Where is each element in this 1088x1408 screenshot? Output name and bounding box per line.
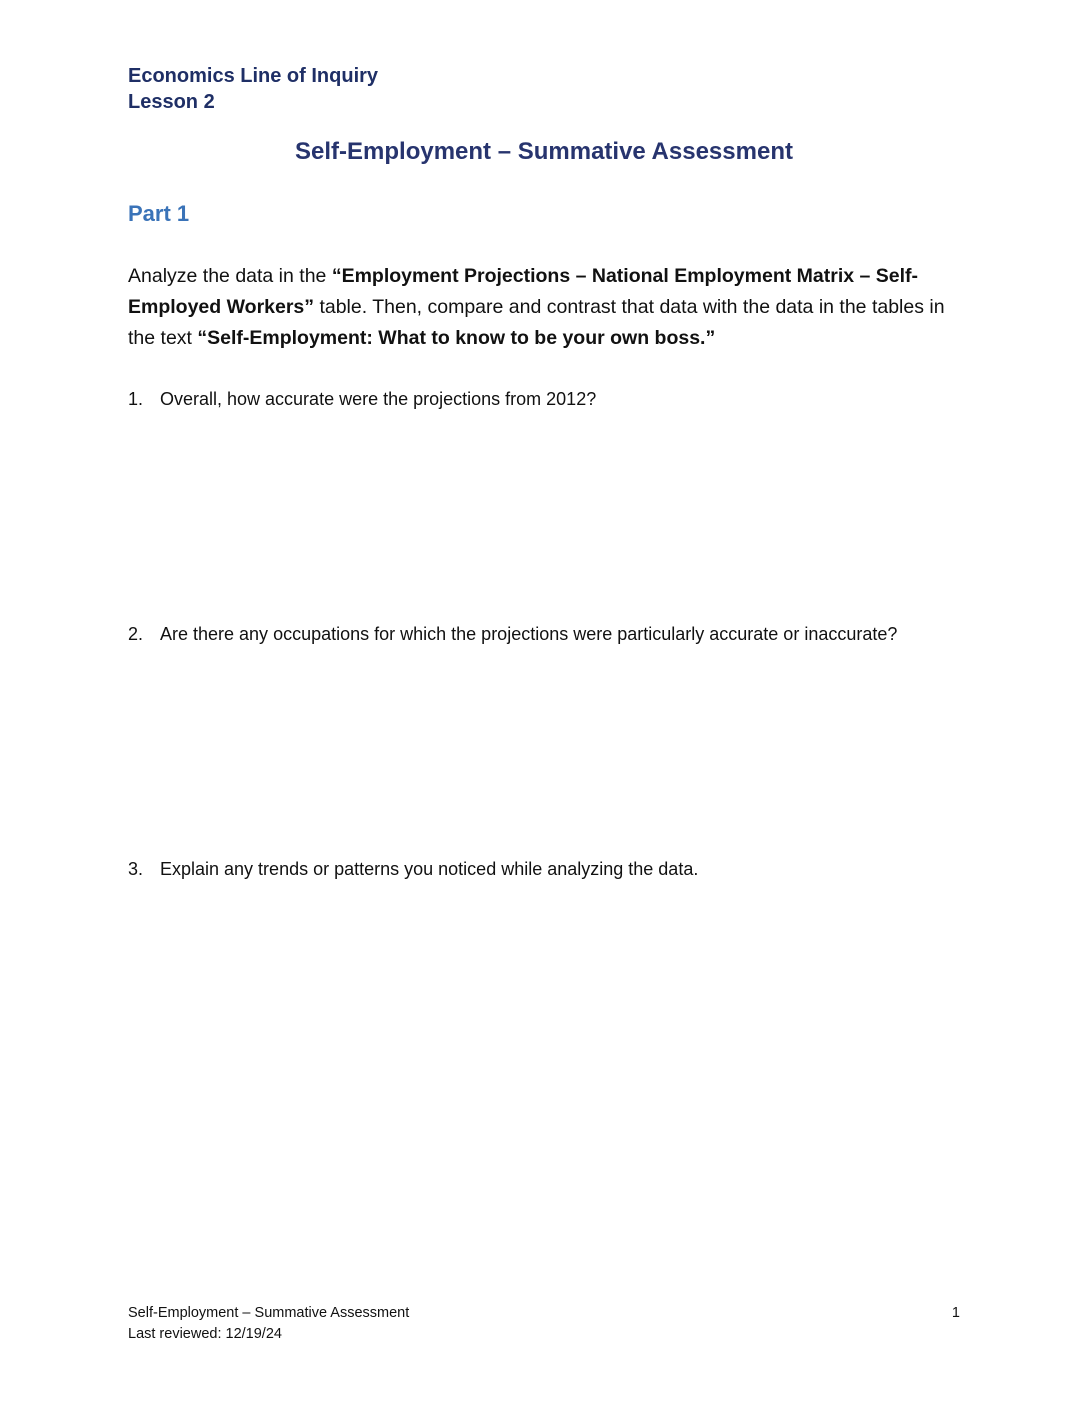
question-text: Are there any occupations for which the projections were particularly accurate or inaccurate?	[160, 624, 898, 644]
question-number: 3.	[128, 859, 144, 879]
table-name: “Employment Projections – National Employment Matrix – Self-Employed Workers”	[128, 265, 919, 318]
answer-space-3[interactable]	[160, 890, 960, 1270]
part-heading: Part 1	[128, 201, 190, 226]
instructions-paragraph	[128, 261, 963, 354]
instructions-lead: Analyze the data in the	[128, 265, 332, 287]
lesson-label: Lesson 2	[128, 91, 215, 113]
question-1	[128, 386, 958, 412]
page-number: 1	[951, 1305, 960, 1321]
question-2	[128, 621, 958, 647]
question-number: 1.	[128, 389, 144, 409]
footer-doc-title: Self-Employment – Summative Assessment	[128, 1305, 410, 1321]
question-3	[128, 856, 958, 882]
question-text: Overall, how accurate were the projections from 2012?	[160, 389, 597, 409]
question-number: 2.	[128, 624, 144, 644]
instructions-middle: table. Then, compare and contrast that data with the data in the tables in the text	[128, 296, 945, 349]
text-name: “Self-Employment: What to know to be your own boss.”	[197, 327, 716, 349]
answer-space-2[interactable]	[160, 655, 960, 845]
answer-space-1[interactable]	[160, 420, 960, 610]
question-text: Explain any trends or patterns you noticed while analyzing the data.	[160, 859, 699, 879]
footer-last-reviewed: Last reviewed: 12/19/24	[128, 1326, 282, 1342]
page-title: Self-Employment – Summative Assessment	[295, 138, 793, 165]
course-title: Economics Line of Inquiry	[128, 65, 379, 87]
